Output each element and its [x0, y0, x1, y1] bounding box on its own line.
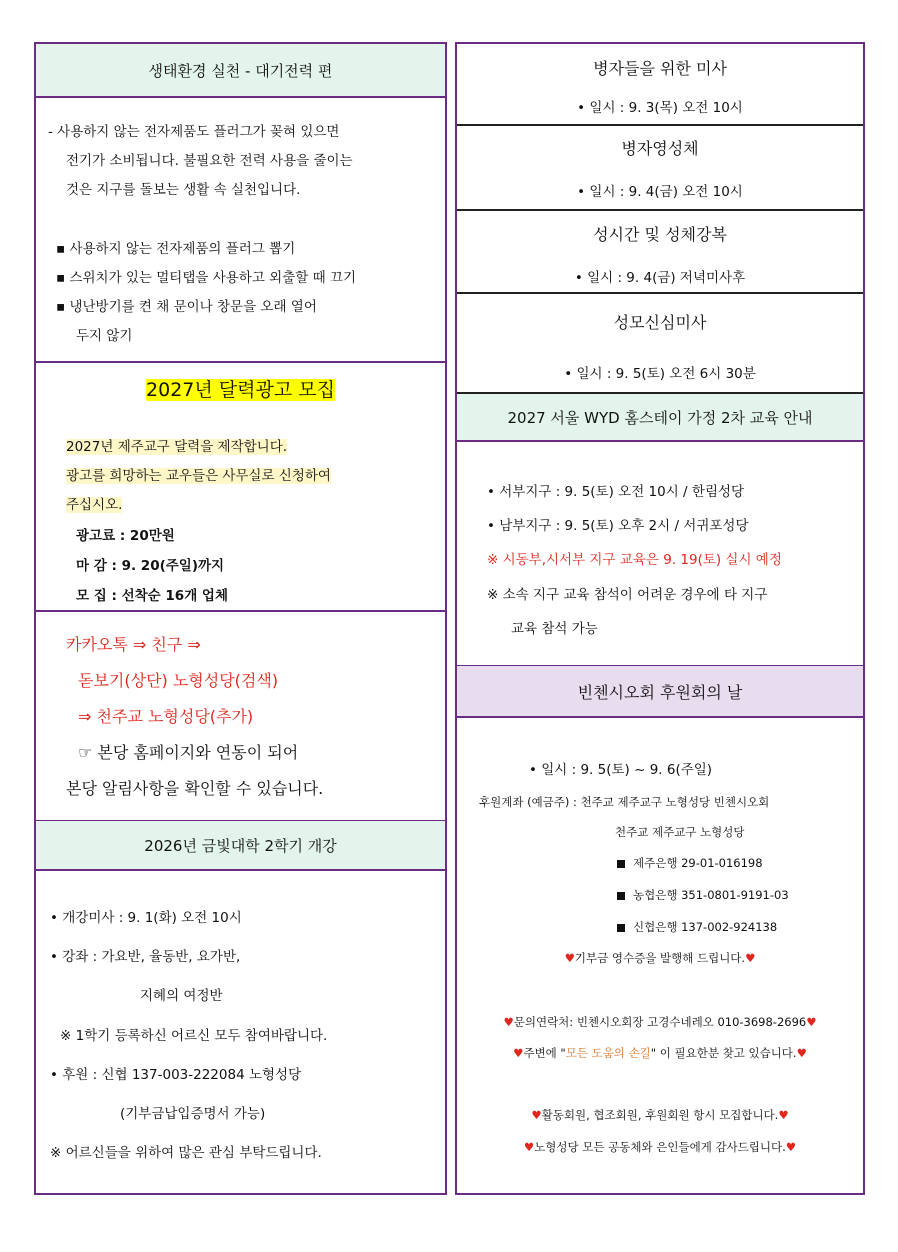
heart-icon: ♥	[513, 1046, 524, 1060]
sick-communion-title: 병자영성체	[621, 139, 699, 158]
divider	[457, 209, 863, 211]
university-title: 2026년 금빛대학 2학기 개강	[144, 836, 337, 855]
vincent-receipt: ♥기부금 영수증을 발행해 드립니다.♥	[564, 951, 756, 965]
calendar-recruit: 모 집 : 선착순 16개 업체	[76, 588, 229, 604]
marian-mass-detail: • 일시 : 9. 5(토) 오전 6시 30분	[564, 366, 756, 382]
heart-icon: ♥	[531, 1108, 542, 1122]
heart-icon: ♥	[778, 1108, 789, 1122]
wyd-line-5: 교육 참석 가능	[511, 621, 598, 637]
vincent-title-bar	[457, 666, 863, 716]
divider	[457, 440, 863, 442]
university-line-6: (기부금납입증명서 가능)	[120, 1106, 266, 1122]
divider	[457, 716, 863, 718]
vincent-help: ♥주변에 "모든 도움의 손길" 이 필요한분 찾고 있습니다.♥	[513, 1046, 807, 1060]
wyd-line-3: ※ 시동부,시서부 지구 교육은 9. 19(토) 실시 예정	[487, 552, 782, 568]
square-bullet-icon	[617, 892, 625, 900]
calendar-fee: 광고료 : 20만원	[76, 528, 175, 544]
heart-icon: ♥	[785, 1140, 797, 1154]
wyd-title: 2027 서울 WYD 홈스테이 가정 2차 교육 안내	[507, 408, 813, 427]
vincent-bank-3: 신협은행 137-002-924138	[617, 919, 777, 935]
holy-hour-detail: • 일시 : 9. 4(금) 저녁미사후	[574, 270, 746, 286]
wyd-line-2: • 남부지구 : 9. 5(토) 오후 2시 / 서귀포성당	[487, 518, 749, 534]
calendar-line-3: 주십시오.	[66, 497, 123, 513]
eco-bullet-3: ▪ 냉난방기를 켠 채 문이나 창문을 오래 열어	[56, 299, 317, 315]
heart-icon: ♥	[796, 1046, 807, 1060]
sick-mass-detail: • 일시 : 9. 3(목) 오전 10시	[577, 100, 743, 116]
eco-intro-2: 전기가 소비됩니다. 불필요한 전력 사용을 줄이는	[66, 153, 353, 169]
kakao-line-4: ☞ 본당 홈페이지와 연동이 되어	[78, 743, 299, 762]
divider	[457, 124, 863, 126]
university-line-1: • 개강미사 : 9. 1(화) 오전 10시	[50, 910, 242, 926]
calendar-line-1: 2027년 제주교구 달력을 제작합니다.	[66, 439, 288, 455]
wyd-title-bar	[457, 394, 863, 440]
vincent-contact: ♥문의연락처: 빈첸시오회장 고경수네레오 010-3698-2696♥	[503, 1015, 817, 1029]
university-line-3: 지혜의 여정반	[140, 988, 223, 1004]
university-title-bar	[36, 821, 445, 869]
left-column	[34, 42, 447, 1195]
square-bullet-icon	[617, 860, 625, 868]
eco-title: 생태환경 실천 - 대기전력 편	[148, 61, 333, 80]
kakao-line-5: 본당 알림사항을 확인할 수 있습니다.	[66, 779, 324, 798]
vincent-thanks: ♥노형성당 모든 공동체와 은인들에게 감사드립니다.♥	[523, 1140, 797, 1154]
vincent-bank-2: 농협은행 351-0801-9191-03	[617, 887, 789, 903]
square-bullet-icon	[617, 924, 625, 932]
eco-intro-3: 것은 지구를 돌보는 생활 속 실천입니다.	[66, 182, 301, 198]
vincent-title: 빈첸시오회 후원회의 날	[577, 682, 743, 702]
divider	[457, 292, 863, 294]
divider	[36, 869, 445, 871]
heart-icon: ♥	[503, 1015, 514, 1029]
kakao-line-1: 카카오톡 ⇒ 친구 ⇒	[66, 635, 201, 654]
sick-communion-detail: • 일시 : 9. 4(금) 오전 10시	[577, 184, 743, 200]
sick-mass-title: 병자들을 위한 미사	[593, 59, 727, 78]
marian-mass-title: 성모신심미사	[613, 313, 707, 332]
vincent-account-label: 후원계좌 (예금주) : 천주교 제주교구 노형성당 빈첸시오회	[479, 795, 770, 809]
vincent-account-label-2: 천주교 제주교구 노형성당	[615, 825, 745, 839]
calendar-deadline: 마 감 : 9. 20(주일)까지	[76, 558, 225, 574]
holy-hour-title: 성시간 및 성체강복	[593, 225, 727, 244]
vincent-members: ♥활동회원, 협조회원, 후원회원 항시 모집합니다.♥	[531, 1108, 789, 1122]
heart-icon: ♥	[564, 951, 575, 965]
eco-bullet-3b: 두지 않기	[76, 328, 133, 344]
eco-bullet-1: ▪ 사용하지 않는 전자제품의 플러그 뽑기	[56, 241, 296, 257]
vincent-bank-1: 제주은행 29-01-016198	[617, 855, 763, 871]
divider	[36, 361, 445, 363]
eco-bullet-2: ▪ 스위치가 있는 멀티탭을 사용하고 외출할 때 끄기	[56, 270, 357, 286]
divider	[36, 96, 445, 98]
university-line-5: • 후원 : 신협 137-003-222084 노형성당	[50, 1067, 302, 1083]
kakao-line-3: ⇒ 천주교 노형성당(추가)	[78, 707, 254, 726]
calendar-title: 2027년 달력광고 모집	[146, 379, 335, 401]
right-column	[455, 42, 865, 1195]
heart-icon: ♥	[523, 1140, 535, 1154]
calendar-title-wrap	[36, 375, 445, 402]
university-line-7: ※ 어르신들을 위하여 많은 관심 부탁드립니다.	[50, 1145, 322, 1161]
calendar-line-2: 광고를 희망하는 교우들은 사무실로 신청하여	[66, 468, 331, 484]
divider	[36, 610, 445, 612]
eco-intro-1: - 사용하지 않는 전자제품도 플러그가 꽂혀 있으면	[48, 124, 340, 140]
wyd-line-1: • 서부지구 : 9. 5(토) 오전 10시 / 한림성당	[487, 484, 745, 500]
university-line-4: ※ 1학기 등록하신 어르신 모두 참여바랍니다.	[60, 1028, 328, 1044]
wyd-line-4: ※ 소속 지구 교육 참석이 어려운 경우에 타 지구	[487, 587, 768, 603]
heart-icon: ♥	[745, 951, 756, 965]
university-line-2: • 강좌 : 가요반, 율동반, 요가반,	[50, 949, 241, 965]
kakao-line-2: 돋보기(상단) 노형성당(검색)	[78, 671, 279, 690]
eco-title-bar	[36, 44, 445, 96]
vincent-date: • 일시 : 9. 5(토) ~ 9. 6(주일)	[529, 762, 713, 778]
heart-icon: ♥	[806, 1015, 817, 1029]
